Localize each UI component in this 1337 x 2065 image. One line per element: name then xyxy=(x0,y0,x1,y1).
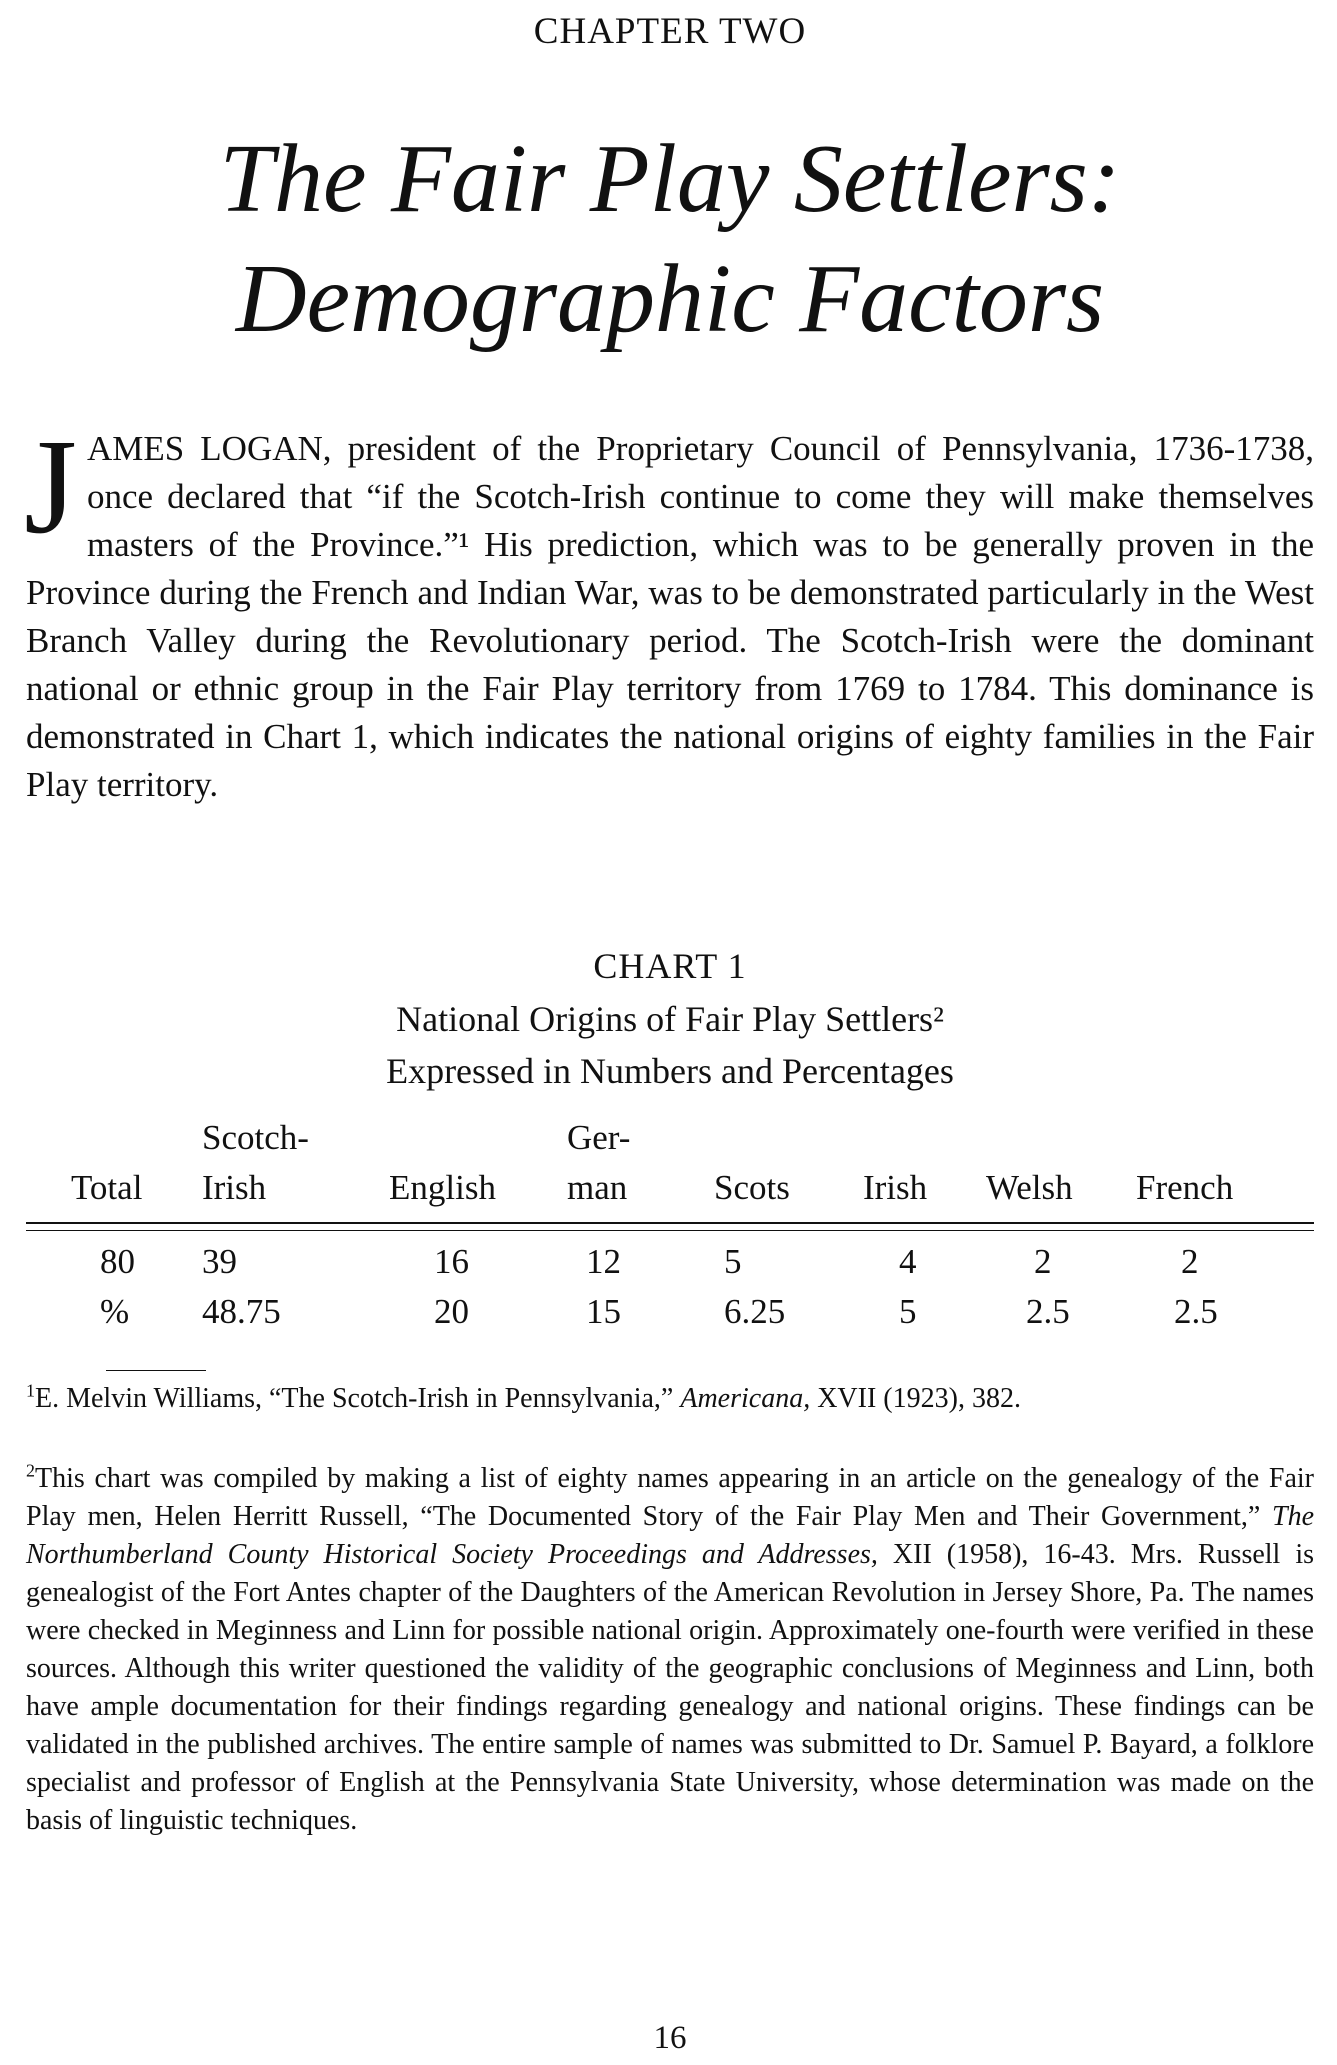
cell-count-total: 80 xyxy=(100,1242,135,1281)
chapter-label: CHAPTER TWO xyxy=(533,11,807,52)
cell-count-welsh: 2 xyxy=(1034,1242,1052,1281)
cell-pct-welsh: 2.5 xyxy=(1026,1292,1070,1331)
footnote-1-journal: Americana, xyxy=(680,1383,811,1414)
chart-label: CHART 1 xyxy=(593,946,747,986)
cell-pct-german: 15 xyxy=(586,1292,621,1331)
cell-pct-irish: 5 xyxy=(899,1292,917,1331)
book-page xyxy=(26,0,1314,2065)
header-english: English xyxy=(389,1168,496,1207)
cell-count-scots: 5 xyxy=(724,1242,742,1281)
cell-pct-total: % xyxy=(100,1292,130,1331)
cell-count-scotch-irish: 39 xyxy=(202,1242,237,1281)
table-rule-top xyxy=(26,1222,1314,1224)
chapter-title-line-1: The Fair Play Settlers: xyxy=(219,125,1121,233)
footnote-1 xyxy=(26,1380,1314,1418)
cell-pct-scotch-irish: 48.75 xyxy=(202,1292,281,1331)
cell-pct-french: 2.5 xyxy=(1174,1292,1218,1331)
footnote-2-text-b: XII (1958), 16-43. Mrs. Russell is genealogist of the Fort Antes chapter of the Daughters of the American Revolution in Jersey Shore, Pa. The names were checked in Meginness and Linn for possible national origin. Approximately one-fourth were verified in these sources. Although this writer questioned the validity of the geographic conclusions of Meginness and Linn, both have ample documentation for their findings regarding genealogy and national origins. These findings can be validated in the published archives. The entire sample of names was submitted to Dr. Samuel P. Bayard, a folklore specialist and professor of English at the Pennsylvania State University, whose determination was made on the basis of linguistic techniques. xyxy=(26,1539,1315,1836)
footnote-2-marker: 2 xyxy=(26,1460,35,1481)
footnote-2-publication: The Northumberland County Historical Society Proceedings and Addresses, xyxy=(26,1501,1315,1570)
page-number: 16 xyxy=(653,2020,687,2056)
header-welsh: Welsh xyxy=(986,1168,1073,1207)
footnote-2 xyxy=(26,1460,1314,1840)
footnote-1-text-b: XVII (1923), 382. xyxy=(817,1383,1021,1414)
chart-subtitle-line-1: National Origins of Fair Play Settlers² xyxy=(396,999,944,1039)
table-rule-top-double xyxy=(26,1230,1314,1231)
header-german: man xyxy=(567,1168,628,1207)
header-top-scotch-irish: Scotch- xyxy=(202,1118,309,1157)
header-scotch-irish: Irish xyxy=(202,1168,267,1207)
header-irish: Irish xyxy=(863,1168,928,1207)
body-paragraph xyxy=(24,412,1314,809)
footnote-1-marker: 1 xyxy=(26,1380,35,1401)
footnote-2-text-a: This chart was compiled by making a list of eighty names appearing in an article on the genealogy of the Fair Play men, Helen Herritt Russell, “The Documented Story of the Fair Play Men and Their Government,” xyxy=(26,1463,1314,1532)
cell-count-french: 2 xyxy=(1181,1242,1199,1281)
cell-count-german: 12 xyxy=(586,1242,621,1281)
header-scots: Scots xyxy=(714,1168,790,1207)
cell-pct-english: 20 xyxy=(434,1292,469,1331)
footnote-1-text-a: E. Melvin Williams, “The Scotch-Irish in Pennsylvania,” xyxy=(35,1383,674,1414)
header-total: Total xyxy=(71,1168,143,1207)
body-paragraph-text: AMES LOGAN, president of the Proprietary Council of Pennsylvania, 1736-1738, once declared that “if the Scotch-Irish continue to come they will make themselves masters of the Province.”¹ His prediction, which was to be generally proven in the Province during the French and Indian War, was to be demonstrated particularly in the West Branch Valley during the Revolutionary period. The Scotch-Irish were the dominant national or ethnic group in the Fair Play territory from 1769 to 1784. This dominance is demonstrated in Chart 1, which indicates the national origins of eighty families in the Fair Play territory. xyxy=(26,429,1314,804)
header-french: French xyxy=(1136,1168,1234,1207)
header-top-german: Ger- xyxy=(567,1118,631,1157)
cell-count-irish: 4 xyxy=(899,1242,917,1281)
chapter-title-line-2: Demographic Factors xyxy=(235,245,1105,353)
chart-subtitle-line-2: Expressed in Numbers and Percentages xyxy=(386,1051,954,1091)
drop-cap: J xyxy=(24,412,77,562)
cell-pct-scots: 6.25 xyxy=(724,1292,786,1331)
cell-count-english: 16 xyxy=(434,1242,469,1281)
footnote-divider xyxy=(106,1370,206,1371)
